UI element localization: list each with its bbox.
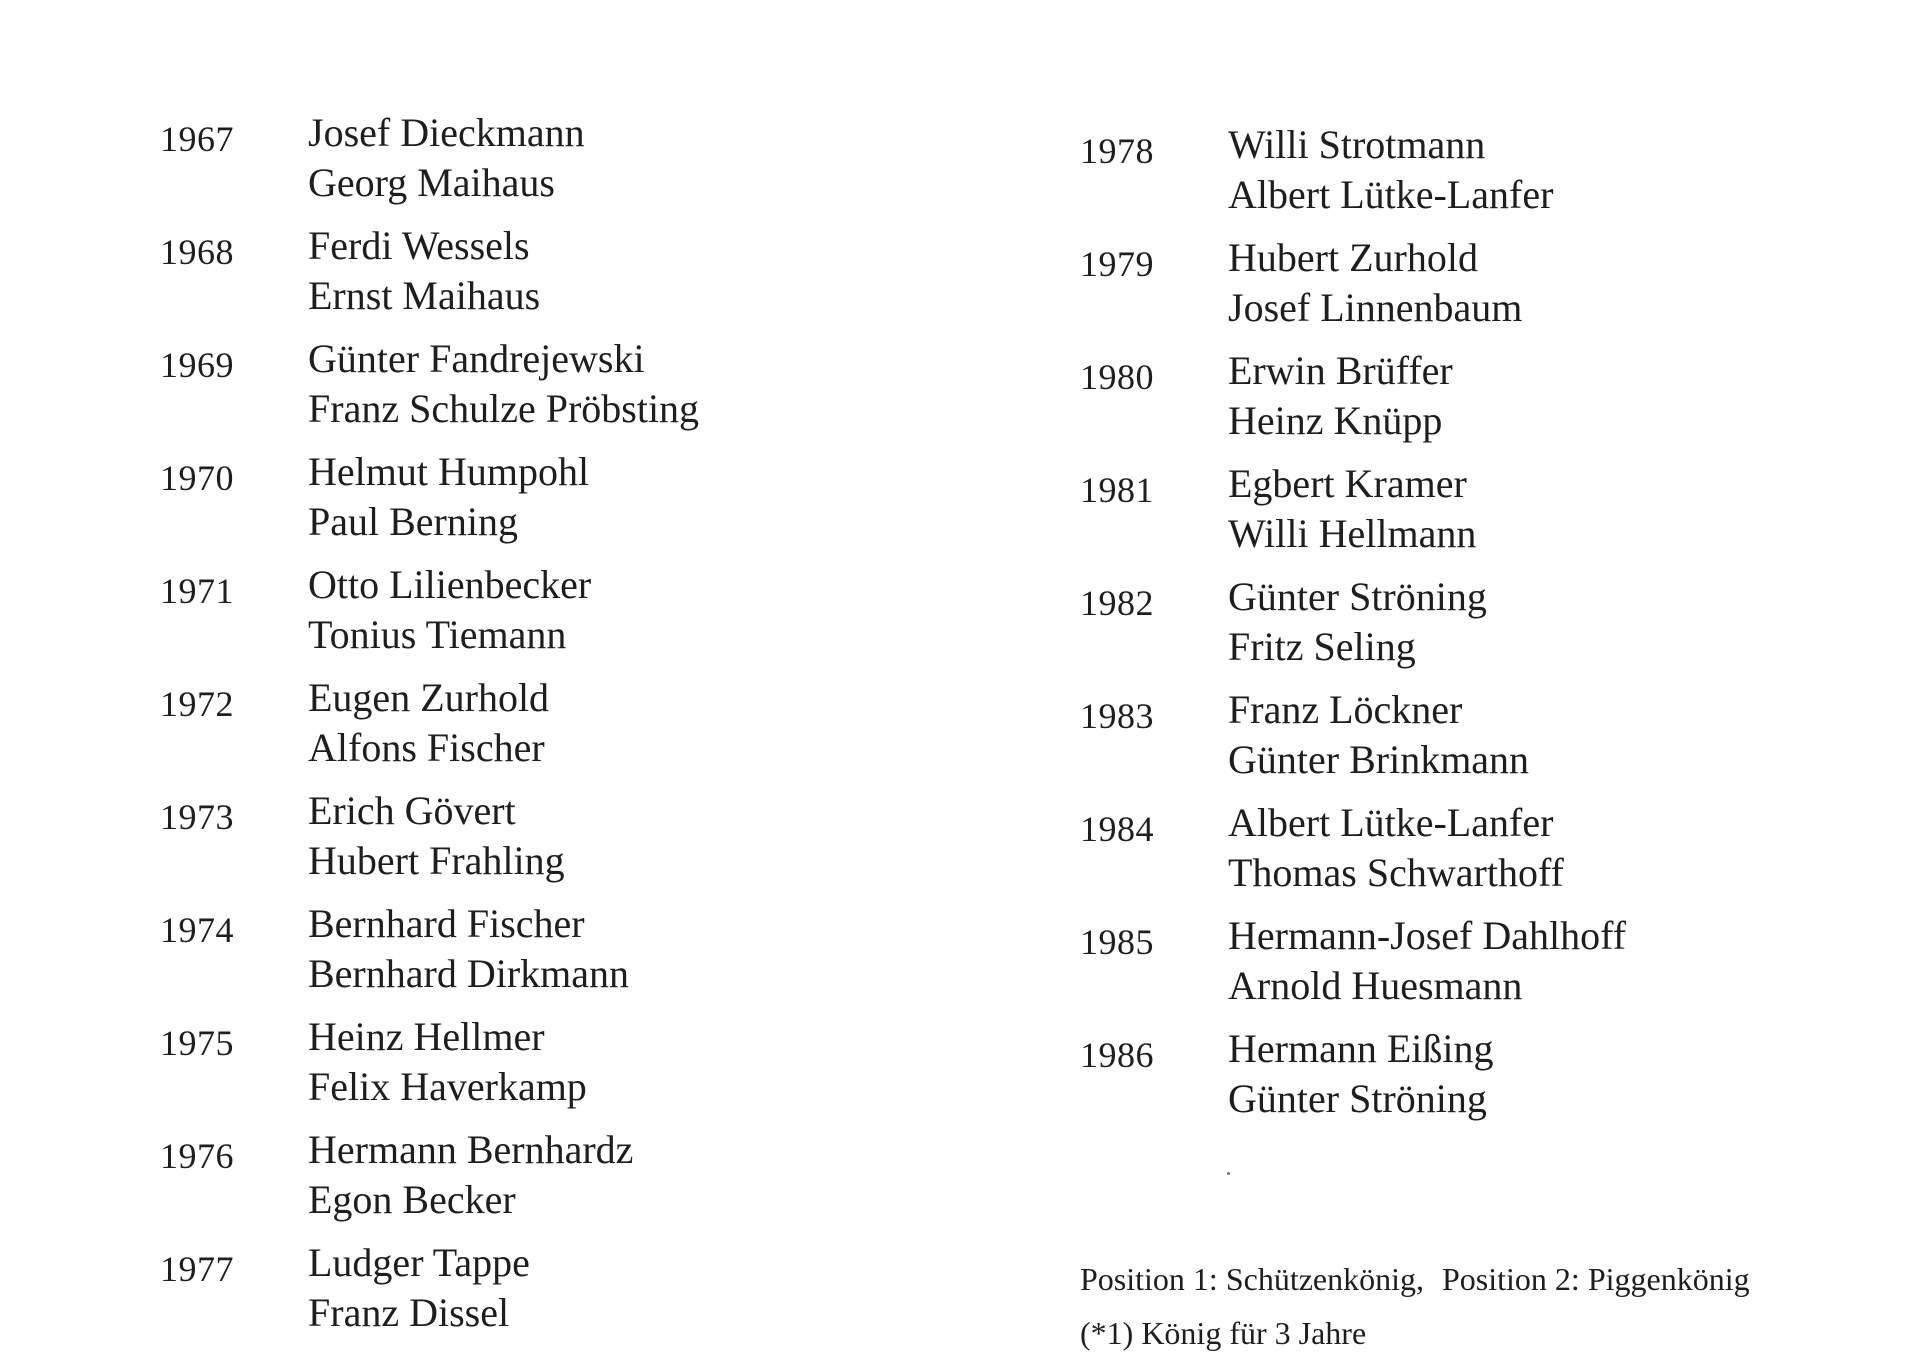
piggenkoenig: Arnold Huesmann <box>1228 963 1523 1008</box>
legend-positions <box>1080 1252 1750 1306</box>
names <box>308 1012 587 1112</box>
names <box>308 1238 530 1338</box>
schuetzenkoenig: Helmut Humpohl <box>308 449 590 494</box>
piggenkoenig: Günter Ströning <box>1228 1076 1487 1121</box>
schuetzenkoenig: Hermann-Josef Dahlhoff <box>1228 913 1627 958</box>
names <box>1228 798 1564 898</box>
legend-position-2: Position 2: Piggenkönig <box>1442 1261 1750 1297</box>
piggenkoenig: Alfons Fischer <box>308 725 545 770</box>
piggenkoenig: Fritz Seling <box>1228 624 1416 669</box>
year: 1984 <box>1080 809 1154 849</box>
names <box>308 1125 633 1225</box>
schuetzenkoenig: Ferdi Wessels <box>308 223 530 268</box>
schuetzenkoenig: Günter Ströning <box>1228 574 1487 619</box>
names <box>308 108 585 208</box>
year: 1983 <box>1080 696 1154 736</box>
names <box>308 673 549 773</box>
schuetzenkoenig: Josef Dieckmann <box>308 110 585 155</box>
schuetzenkoenig: Ludger Tappe <box>308 1240 530 1285</box>
names <box>1228 346 1453 446</box>
names <box>308 786 565 886</box>
piggenkoenig: Heinz Knüpp <box>1228 398 1443 443</box>
schuetzenkoenig: Otto Lilienbecker <box>308 562 592 607</box>
names <box>308 560 591 660</box>
piggenkoenig: Günter Brinkmann <box>1228 737 1530 782</box>
schuetzenkoenig: Hubert Zurhold <box>1228 235 1478 280</box>
schuetzenkoenig: Erwin Brüffer <box>1228 348 1453 393</box>
names <box>1228 572 1487 672</box>
piggenkoenig: Paul Berning <box>308 499 518 544</box>
piggenkoenig: Willi Hellmann <box>1228 511 1477 556</box>
year: 1985 <box>1080 922 1154 962</box>
year: 1968 <box>160 232 234 272</box>
year: 1978 <box>1080 131 1154 171</box>
year: 1976 <box>160 1136 234 1176</box>
names <box>308 221 540 321</box>
piggenkoenig: Josef Linnenbaum <box>1228 285 1523 330</box>
legend-note: (*1) König für 3 Jahre <box>1080 1315 1367 1351</box>
names <box>1228 685 1529 785</box>
piggenkoenig: Ernst Maihaus <box>308 273 541 318</box>
year: 1975 <box>160 1023 234 1063</box>
names <box>1228 120 1553 220</box>
piggenkoenig: Tonius Tiemann <box>308 612 567 657</box>
scan-speck <box>1227 1172 1230 1175</box>
piggenkoenig: Bernhard Dirkmann <box>308 951 630 996</box>
piggenkoenig: Franz Dissel <box>308 1290 510 1335</box>
names <box>1228 911 1626 1011</box>
year: 1974 <box>160 910 234 950</box>
schuetzenkoenig: Egbert Kramer <box>1228 461 1467 506</box>
piggenkoenig: Franz Schulze Pröbsting <box>308 386 700 431</box>
piggenkoenig: Thomas Schwarthoff <box>1228 850 1564 895</box>
piggenkoenig: Albert Lütke-Lanfer <box>1228 172 1554 217</box>
schuetzenkoenig: Bernhard Fischer <box>308 901 585 946</box>
names <box>308 334 699 434</box>
year: 1979 <box>1080 244 1154 284</box>
names <box>308 899 629 999</box>
schuetzenkoenig: Erich Gövert <box>308 788 516 833</box>
year: 1982 <box>1080 583 1154 623</box>
schuetzenkoenig: Willi Strotmann <box>1228 122 1486 167</box>
schuetzenkoenig: Albert Lütke-Lanfer <box>1228 800 1554 845</box>
legend-position-1: Position 1: Schützenkönig, <box>1080 1261 1424 1297</box>
schuetzenkoenig: Hermann Bernhardz <box>308 1127 634 1172</box>
year: 1971 <box>160 571 234 611</box>
names <box>308 447 589 547</box>
piggenkoenig: Georg Maihaus <box>308 160 555 205</box>
schuetzenkoenig: Heinz Hellmer <box>308 1014 545 1059</box>
year: 1969 <box>160 345 234 385</box>
year: 1967 <box>160 119 234 159</box>
names <box>1228 459 1476 559</box>
schuetzenkoenig: Hermann Eißing <box>1228 1026 1494 1071</box>
schuetzenkoenig: Günter Fandrejewski <box>308 336 645 381</box>
schuetzenkoenig: Eugen Zurhold <box>308 675 550 720</box>
schuetzenkoenig: Franz Löckner <box>1228 687 1463 732</box>
year: 1977 <box>160 1249 234 1289</box>
legend <box>1080 1252 1750 1360</box>
piggenkoenig: Egon Becker <box>308 1177 516 1222</box>
names <box>1228 1024 1494 1124</box>
year: 1970 <box>160 458 234 498</box>
piggenkoenig: Felix Haverkamp <box>308 1064 587 1109</box>
year: 1980 <box>1080 357 1154 397</box>
year: 1973 <box>160 797 234 837</box>
names <box>1228 233 1522 333</box>
year: 1986 <box>1080 1035 1154 1075</box>
year: 1972 <box>160 684 234 724</box>
piggenkoenig: Hubert Frahling <box>308 838 565 883</box>
year: 1981 <box>1080 470 1154 510</box>
